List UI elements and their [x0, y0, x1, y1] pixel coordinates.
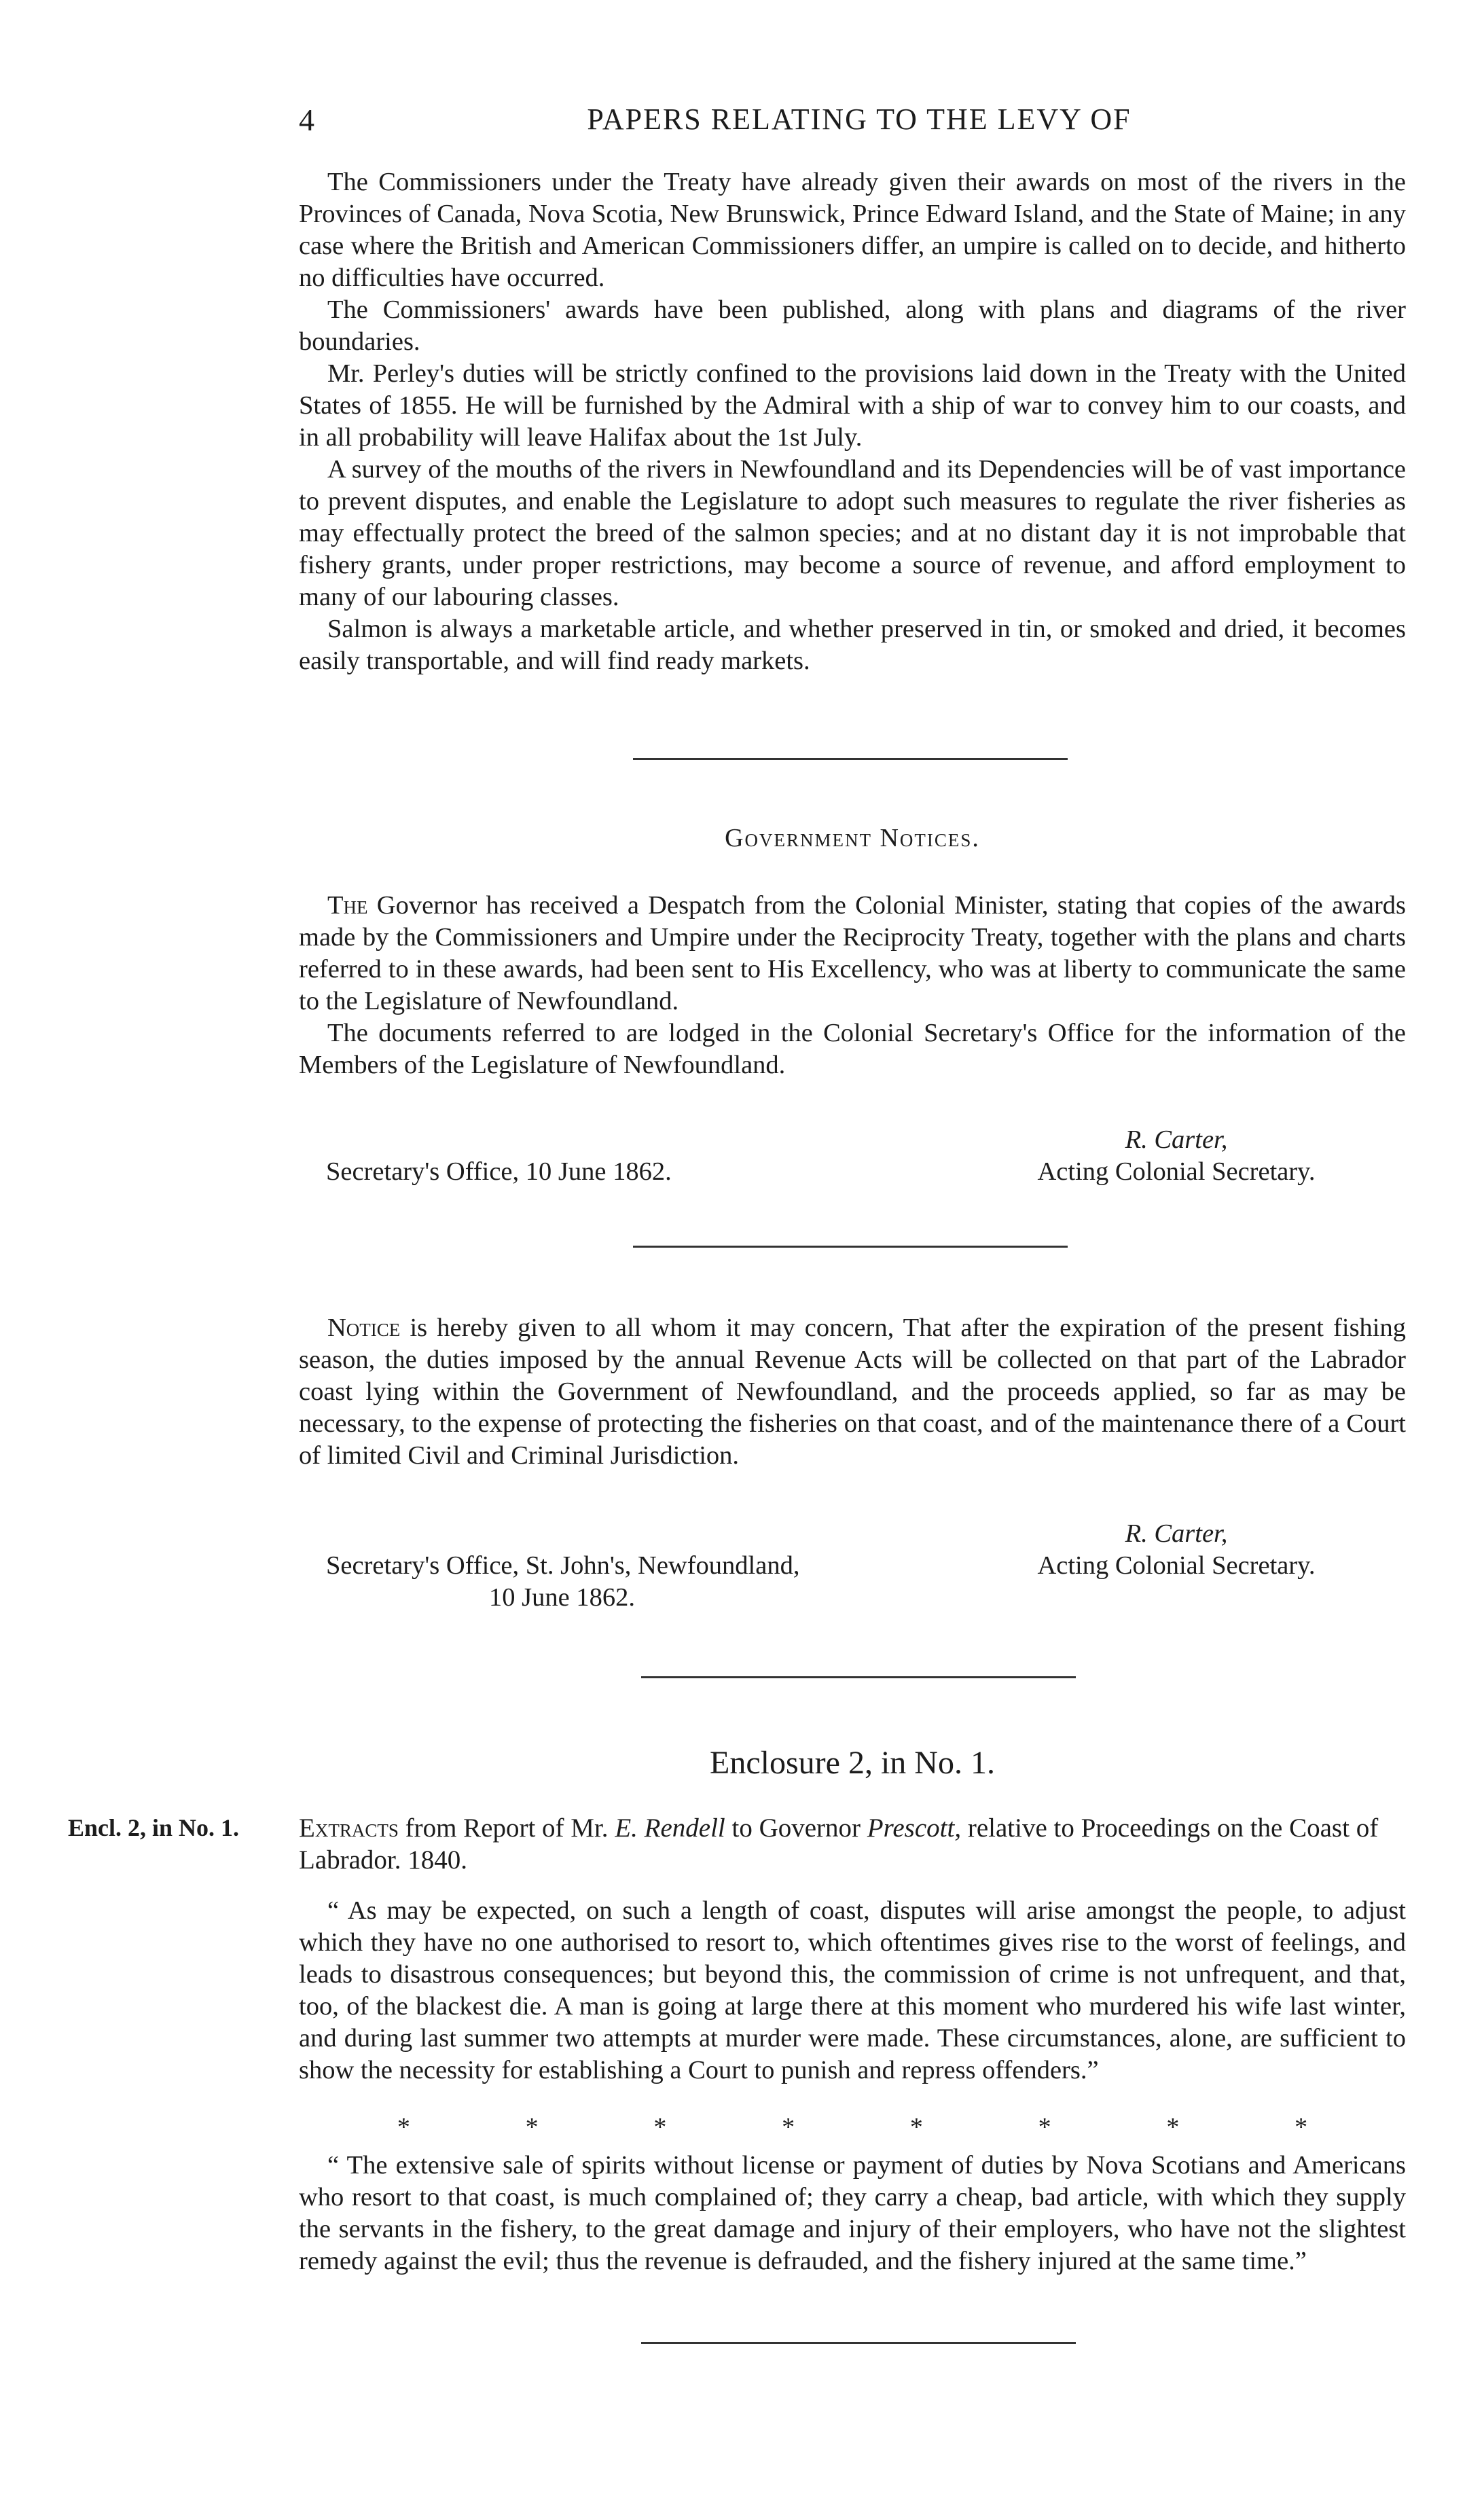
star: * [653, 2113, 667, 2141]
extract-heading-line [299, 1812, 1406, 1876]
star: * [1038, 2113, 1051, 2141]
intro-paragraph: The Commissioners under the Treaty have already given their awards on most of the rivers in the Provinces of Canada, Nova Scotia, New Brunswick, Prince Edward Island, and the State of Maine; in any case where the British and American Commissioners differ, an umpire is called on to decide, and hitherto no difficulties have occurred. [299, 168, 1406, 292]
notice-1-paragraph [299, 890, 1406, 1017]
extract-heading-name: E. Rendell [615, 1813, 725, 1843]
intro-paragraph: Salmon is always a marketable article, and whether preserved in tin, or smoked and dried, it becomes easily transportable, and will find ready markets. [299, 615, 1406, 675]
office-line: Secretary's Office, St. John's, Newfoundland, [326, 1551, 800, 1580]
enclosure-title: Enclosure 2, in No. 1. [710, 1745, 995, 1781]
star: * [909, 2113, 923, 2141]
intro-section [299, 166, 1406, 677]
quote-paragraph: “ The extensive sale of spirits without license or payment of duties by Nova Scotians and Americans who resort to that coast, is much complained of; they carry a cheap, bad article, with which they supply the servants in the fishery, to the great damage and injury of their employers, who have not the slightest remedy against the evil; thus the revenue is defrauded, and the fishery injured at the same time.” [299, 2151, 1406, 2275]
divider-rule [641, 1676, 1076, 1678]
extract-heading-text: to Governor [731, 1813, 861, 1843]
ellipsis-stars [299, 2112, 1406, 2142]
extract-heading-text: from Report of Mr. [405, 1813, 609, 1843]
notice-1-text: Governor has received a Despatch from the Colonial Minister, stating that copies of the awards made by the Commissioners and Umpire under the Reciprocity Treaty, together with the plans and charts referred to in these awards, had been sent to His Excellency, who was at liberty to communicate the same to the Legislature of Newfoundland. [299, 891, 1407, 1015]
notice-2-paragraph [299, 1312, 1406, 1472]
extract-heading-lead: Extracts [299, 1813, 399, 1843]
notice-1 [299, 890, 1406, 1081]
intro-paragraph: The Commissioners' awards have been published, along with plans and diagrams of the river boundaries. [299, 295, 1406, 356]
page-header [299, 102, 1419, 143]
quote-paragraph: “ As may be expected, on such a length of coast, disputes will arise amongst the people, to adjust which they have no one authorised to resort to, which oftentimes gives rise to the worst of feelings, and leads to disastrous consequences; but beyond this, the commission of crime is not unfrequent, and that, too, of the blackest die. A man is going at large there at this moment who murdered his wife last winter, and during last summer two attempts at murder were made. These circumstances, alone, are sufficient to show the necessity for establishing a Court to punish and repress offenders.” [299, 1896, 1406, 2084]
date-line: 10 June 1862. [489, 1583, 635, 1612]
margin-note: Encl. 2, in No. 1. [68, 1814, 240, 1841]
signer-name: R. Carter, [1125, 1519, 1228, 1548]
notice-2 [299, 1312, 1406, 1472]
star: * [525, 2113, 539, 2141]
signer-title: Acting Colonial Secretary. [1037, 1551, 1316, 1580]
signer-name: R. Carter, [1125, 1125, 1228, 1154]
divider-rule [633, 758, 1068, 760]
notice-2-lead: Notice [327, 1314, 401, 1342]
notice-2-text: is hereby given to all whom it may concern, That after the expiration of the present fishing season, the duties imposed by the annual Revenue Acts will be collected on that part of the Labrador coast lying within the Government of Newfoundland, and the proceeds applied, so far as may be necessary, to the expense of protecting the fisheries on that coast, and of the maintenance there of a Court of limited Civil and Criminal Jurisdiction. [299, 1314, 1407, 1470]
page-number: 4 [299, 103, 314, 137]
intro-paragraph: Mr. Perley's duties will be strictly confined to the provisions laid down in the Treaty with the United States of 1855. He will be furnished by the Admiral with a ship of war to convey him to our coasts, and in all probability will leave Halifax about the 1st July. [299, 359, 1406, 452]
enclosure-heading [299, 1812, 1406, 1876]
government-notices-title: Government Notices. [725, 824, 980, 852]
extract-heading-governor: Prescott, [867, 1813, 962, 1843]
office-date-line: Secretary's Office, 10 June 1862. [326, 1157, 672, 1186]
star: * [1166, 2113, 1180, 2141]
divider-rule [641, 2342, 1076, 2344]
notice-1-lead: The [327, 891, 368, 920]
star: * [397, 2113, 410, 2141]
extract-quote-2 [299, 2150, 1406, 2277]
divider-rule [633, 1246, 1068, 1248]
running-head: PAPERS RELATING TO THE LEVY OF [587, 103, 1132, 136]
intro-paragraph: A survey of the mouths of the rivers in Newfoundland and its Dependencies will be of vast importance to prevent disputes, and enable the Legislature to adopt such measures to regulate the river fisheries as may effectually protect the breed of the salmon species; and at no distant day it is not improbable that fishery grants, under proper restrictions, may become a source of revenue, and afford employment to many of our labouring classes. [299, 455, 1406, 611]
extract-quote-1 [299, 1895, 1406, 2086]
star: * [1295, 2113, 1308, 2141]
extract-heading-text: relative to Proceedings on the Coast of Labrador. 1840. [299, 1813, 1379, 1875]
notice-1-paragraph-2: The documents referred to are lodged in the Colonial Secretary's Office for the information of the Members of the Legislature of Newfoundland. [299, 1019, 1406, 1079]
star: * [782, 2113, 795, 2141]
signer-title: Acting Colonial Secretary. [1037, 1157, 1316, 1186]
